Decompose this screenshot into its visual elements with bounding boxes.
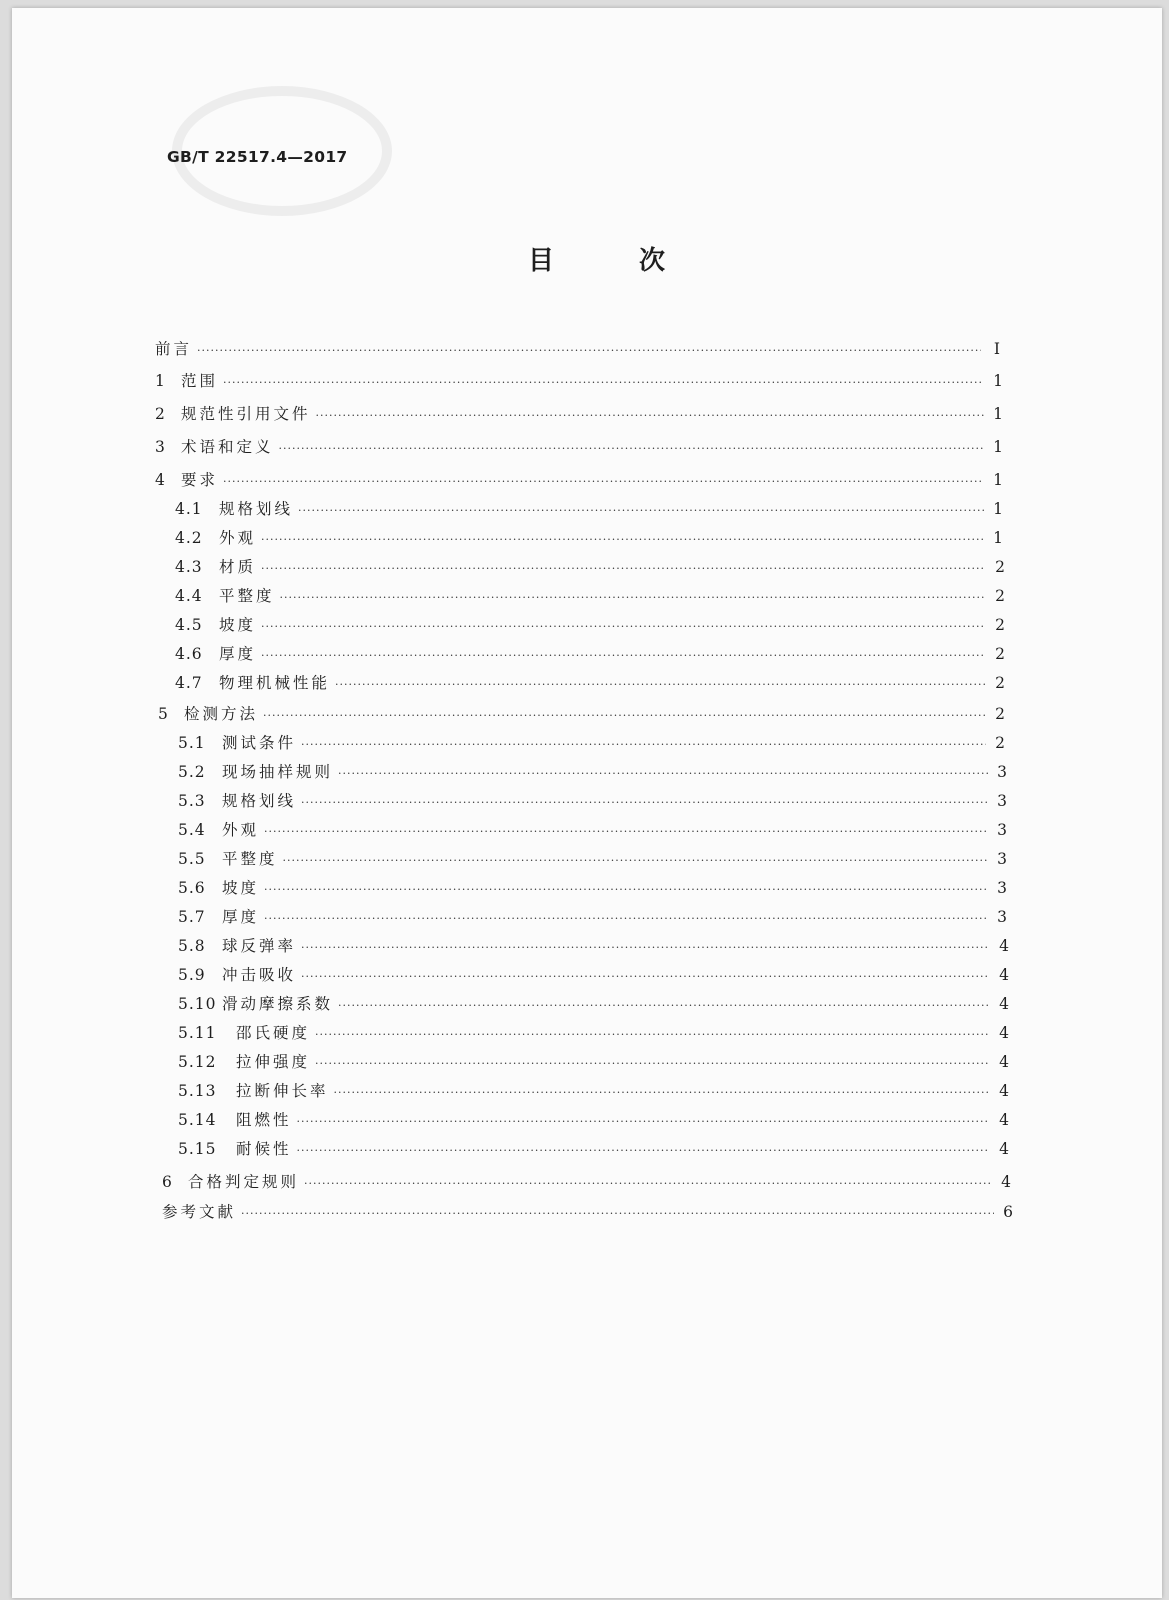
toc-leader-dots xyxy=(263,705,986,727)
toc-entry-number: 5.7 xyxy=(178,908,206,926)
toc-entry-number: 5.8 xyxy=(178,937,206,955)
toc-entry-page: 4 xyxy=(999,1024,1009,1042)
toc-entry-label: 球反弹率 xyxy=(222,937,297,955)
toc-leader-dots xyxy=(316,405,984,427)
toc-leader-dots xyxy=(297,1111,990,1133)
toc-entry-number: 4.2 xyxy=(175,529,203,547)
toc-entry-page: 2 xyxy=(995,674,1005,692)
toc-title: 目 次 xyxy=(527,246,704,276)
toc-entry-number: 5.5 xyxy=(178,850,206,868)
toc-entry xyxy=(178,1109,1009,1131)
toc-entry-page: 2 xyxy=(995,558,1005,576)
toc-entry-page: 1 xyxy=(993,500,1003,518)
toc-entry-label: 耐候性 xyxy=(236,1140,292,1158)
toc-entry xyxy=(162,1201,1013,1223)
document-page xyxy=(12,8,1162,1598)
toc-entry-label: 检测方法 xyxy=(184,705,259,723)
toc-leader-dots xyxy=(261,529,984,551)
toc-entry-label: 拉伸强度 xyxy=(236,1053,311,1071)
toc-entry-page: 1 xyxy=(993,372,1003,390)
toc-entry xyxy=(175,527,1003,549)
toc-entry xyxy=(178,964,1009,986)
toc-entry-page: 2 xyxy=(995,616,1005,634)
toc-entry-page: 3 xyxy=(997,763,1007,781)
toc-entry-page: 3 xyxy=(997,879,1007,897)
toc-entry-number: 5.4 xyxy=(178,821,206,839)
toc-leader-dots xyxy=(261,616,986,638)
toc-entry-page: 4 xyxy=(999,1082,1009,1100)
toc-entry-page: 1 xyxy=(993,471,1003,489)
toc-entry-label: 冲击吸收 xyxy=(222,966,297,984)
toc-leader-dots xyxy=(301,792,988,814)
toc-entry-page: 3 xyxy=(997,792,1007,810)
toc-entry-number: 4 xyxy=(155,471,166,489)
toc-entry-label: 坡度 xyxy=(219,616,257,634)
toc-entry xyxy=(175,643,1005,665)
toc-leader-dots xyxy=(261,645,986,667)
toc-leader-dots xyxy=(264,821,988,843)
toc-entry xyxy=(178,906,1007,928)
toc-entry-label: 规格划线 xyxy=(219,500,294,518)
toc-entry-page: 4 xyxy=(999,966,1009,984)
toc-entry-number: 5.6 xyxy=(178,879,206,897)
toc-entry xyxy=(178,1138,1009,1160)
toc-entry-number: 4.6 xyxy=(175,645,203,663)
toc-entry-label: 外观 xyxy=(222,821,260,839)
toc-entry-page: 1 xyxy=(993,438,1003,456)
toc-entry-label: 规格划线 xyxy=(222,792,297,810)
toc-leader-dots xyxy=(304,1173,992,1195)
toc-entry-label: 现场抽样规则 xyxy=(222,763,334,781)
toc-entry-label: 厚度 xyxy=(222,908,260,926)
toc-entry xyxy=(178,993,1009,1015)
toc-leader-dots xyxy=(261,558,986,580)
document-code: GB/T 22517.4—2017 xyxy=(167,148,348,166)
toc-entry-number: 6 xyxy=(162,1173,173,1191)
toc-entry-page: 4 xyxy=(999,1111,1009,1129)
toc-entry-page: 4 xyxy=(999,995,1009,1013)
toc-entry-number: 5.14 xyxy=(178,1111,217,1129)
toc-entry xyxy=(178,1051,1009,1073)
toc-entry-page: Ⅰ xyxy=(993,340,1000,358)
toc-entry-page: 3 xyxy=(997,908,1007,926)
toc-entry xyxy=(175,498,1003,520)
toc-leader-dots xyxy=(279,438,984,460)
toc-entry-page: 1 xyxy=(993,405,1003,423)
toc-leader-dots xyxy=(298,500,984,522)
toc-entry-label: 参考文献 xyxy=(162,1203,237,1221)
toc-entry-label: 要求 xyxy=(181,471,219,489)
toc-entry-number: 4.7 xyxy=(175,674,203,692)
toc-leader-dots xyxy=(335,674,986,696)
toc-entry-number: 5.12 xyxy=(178,1053,217,1071)
toc-leader-dots xyxy=(280,587,986,609)
toc-entry-label: 物理机械性能 xyxy=(219,674,331,692)
toc-entry xyxy=(178,1080,1009,1102)
toc-entry-label: 外观 xyxy=(219,529,257,547)
toc-entry-number: 3 xyxy=(155,438,166,456)
toc-entry-number: 5.9 xyxy=(178,966,206,984)
toc-entry xyxy=(178,848,1007,870)
toc-entry xyxy=(155,338,1000,360)
toc-entry-label: 平整度 xyxy=(222,850,278,868)
toc-entry-number: 5 xyxy=(158,705,169,723)
toc-entry-page: 4 xyxy=(999,1140,1009,1158)
toc-entry xyxy=(155,403,1003,425)
toc-entry-page: 4 xyxy=(999,937,1009,955)
toc-entry xyxy=(178,935,1009,957)
toc-entry xyxy=(178,732,1005,754)
toc-entry-number: 2 xyxy=(155,405,166,423)
toc-entry-number: 5.10 xyxy=(178,995,217,1013)
toc-entry-number: 4.4 xyxy=(175,587,203,605)
toc-leader-dots xyxy=(197,340,981,362)
toc-entry xyxy=(158,703,1005,725)
toc-entry-number: 5.2 xyxy=(178,763,206,781)
toc-leader-dots xyxy=(301,734,986,756)
toc-entry xyxy=(162,1171,1011,1193)
toc-entry-number: 5.3 xyxy=(178,792,206,810)
toc-entry-number: 5.1 xyxy=(178,734,206,752)
toc-entry-page: 1 xyxy=(993,529,1003,547)
toc-entry-label: 规范性引用文件 xyxy=(181,405,311,423)
toc-entry xyxy=(178,819,1007,841)
toc-leader-dots xyxy=(241,1203,994,1225)
toc-entry-label: 滑动摩擦系数 xyxy=(222,995,334,1013)
toc-entry xyxy=(178,761,1007,783)
toc-entry-label: 合格判定规则 xyxy=(188,1173,300,1191)
toc-leader-dots xyxy=(301,966,990,988)
toc-entry-label: 术语和定义 xyxy=(181,438,274,456)
toc-leader-dots xyxy=(338,763,988,785)
toc-entry xyxy=(155,469,1003,491)
toc-entry xyxy=(175,556,1005,578)
toc-leader-dots xyxy=(223,471,984,493)
toc-entry-number: 5.11 xyxy=(178,1024,217,1042)
toc-leader-dots xyxy=(283,850,988,872)
toc-entry xyxy=(155,370,1003,392)
toc-entry-label: 阻燃性 xyxy=(236,1111,292,1129)
toc-entry xyxy=(175,672,1005,694)
toc-entry-number: 4.1 xyxy=(175,500,203,518)
toc-entry-label: 测试条件 xyxy=(222,734,297,752)
toc-entry-page: 4 xyxy=(1001,1173,1011,1191)
toc-entry-page: 3 xyxy=(997,821,1007,839)
toc-entry-label: 邵氏硬度 xyxy=(236,1024,311,1042)
toc-entry-number: 5.13 xyxy=(178,1082,217,1100)
toc-entry xyxy=(178,790,1007,812)
toc-entry xyxy=(155,436,1003,458)
toc-entry-number: 5.15 xyxy=(178,1140,217,1158)
toc-leader-dots xyxy=(315,1024,990,1046)
toc-entry-label: 前言 xyxy=(155,340,193,358)
toc-entry-label: 平整度 xyxy=(219,587,275,605)
toc-entry-label: 拉断伸长率 xyxy=(236,1082,329,1100)
toc-entry-page: 2 xyxy=(995,705,1005,723)
toc-leader-dots xyxy=(223,372,984,394)
toc-entry-label: 坡度 xyxy=(222,879,260,897)
toc-entry xyxy=(175,585,1005,607)
toc-entry-page: 4 xyxy=(999,1053,1009,1071)
toc-leader-dots xyxy=(315,1053,990,1075)
toc-entry xyxy=(178,877,1007,899)
toc-entry-page: 3 xyxy=(997,850,1007,868)
toc-entry-number: 1 xyxy=(155,372,166,390)
toc-leader-dots xyxy=(264,908,988,930)
toc-leader-dots xyxy=(334,1082,990,1104)
toc-entry-page: 6 xyxy=(1003,1203,1013,1221)
toc-entry-number: 4.3 xyxy=(175,558,203,576)
toc-entry-number: 4.5 xyxy=(175,616,203,634)
toc-entry-page: 2 xyxy=(995,587,1005,605)
toc-entry-label: 厚度 xyxy=(219,645,257,663)
toc-entry xyxy=(175,614,1005,636)
toc-entry-label: 范围 xyxy=(181,372,219,390)
toc-entry-page: 2 xyxy=(995,734,1005,752)
toc-leader-dots xyxy=(264,879,988,901)
toc-leader-dots xyxy=(297,1140,990,1162)
toc-leader-dots xyxy=(338,995,990,1017)
toc-entry xyxy=(178,1022,1009,1044)
toc-entry-label: 材质 xyxy=(219,558,257,576)
toc-leader-dots xyxy=(301,937,990,959)
toc-entry-page: 2 xyxy=(995,645,1005,663)
